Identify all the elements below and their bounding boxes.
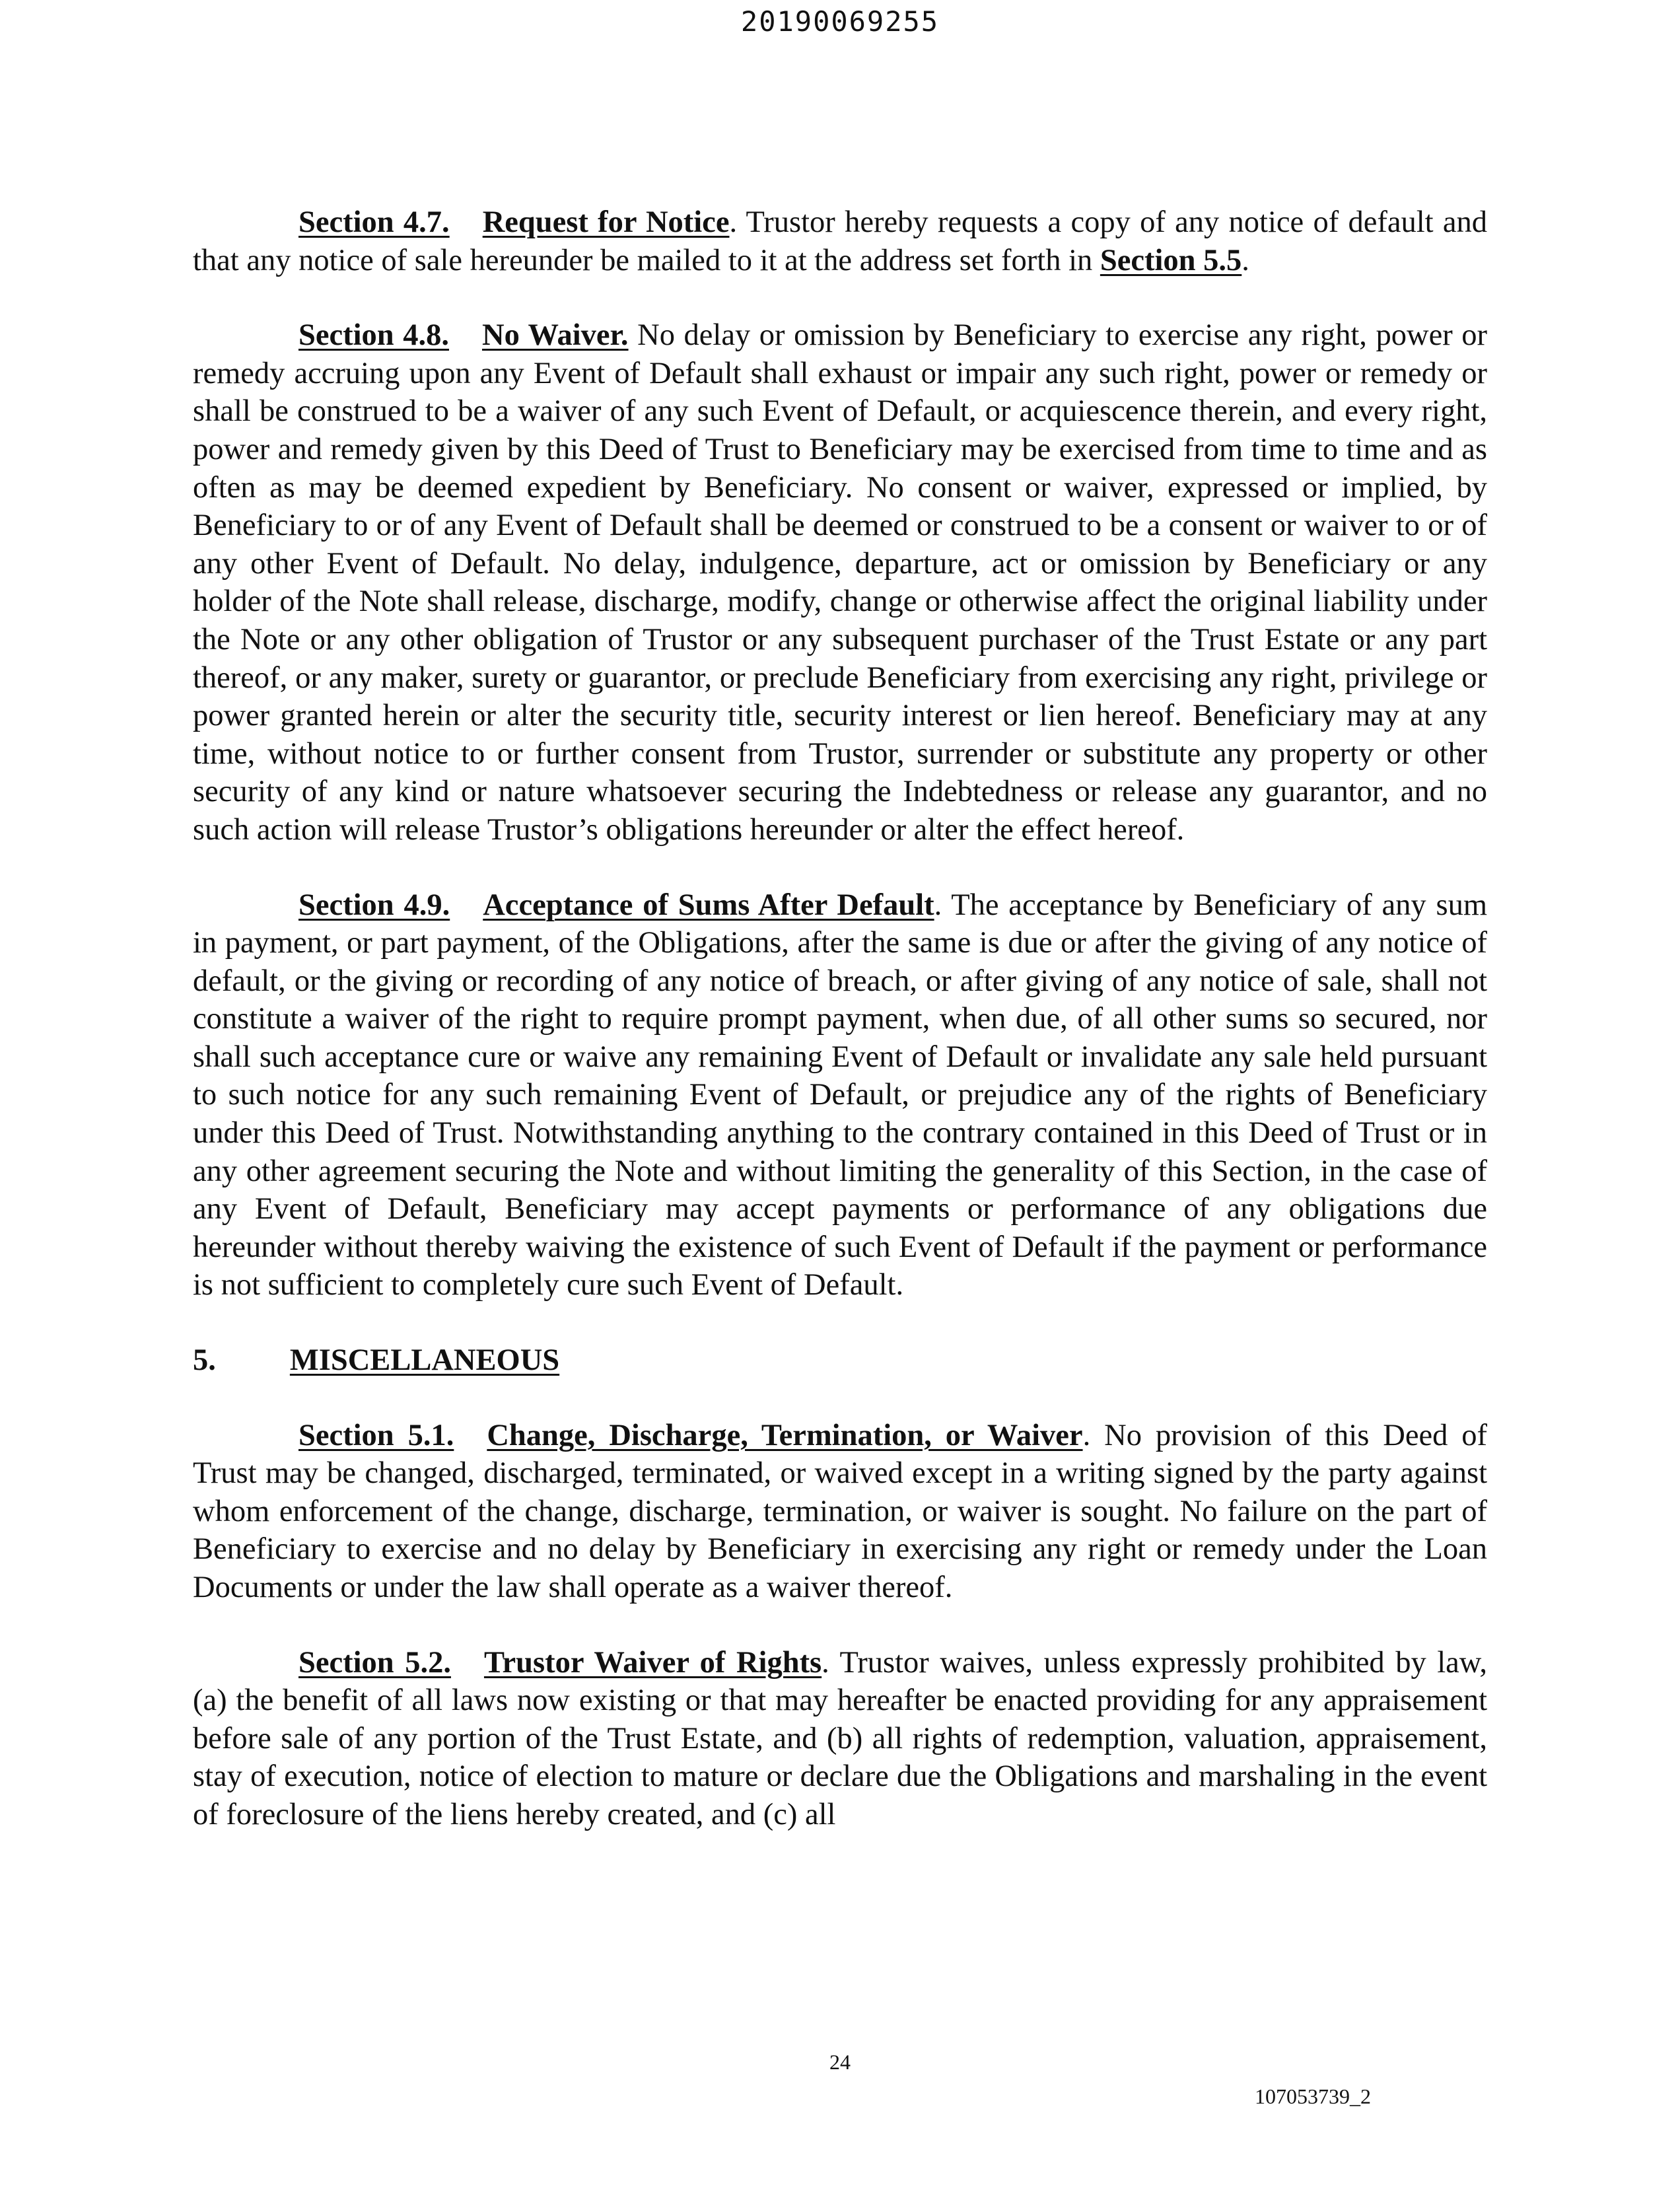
section-body: . No provision of this Deed of Trust may be changed, discharged, terminated, or waived except in a writing signed by the party against whom enforcement of the change, discharge, termination, or waiver is sought. No failure on the part of Beneficiary to exercise and no delay by Beneficiary in exercising any right or remedy under the Loan Documents or under the law shall operate as a waiver thereof. [193,1418,1488,1604]
section-body: . The acceptance by Beneficiary of any sum in payment, or part payment, of the Obligations, after the same is due or after the giving of any notice of default, or the giving or recording of any notice of breach, or after giving of any notice of sale, shall not constitute a waiver of the right to require prompt payment, when due, of all other sums so secured, nor shall such acceptance cure or waive any remaining Event of Default or invalidate any sale held pursuant to such notice for any such remaining Event of Default, or prejudice any of the rights of Beneficiary under this Deed of Trust. Notwithstanding anything to the contrary contained in this Deed of Trust or in any other agreement securing the Note and without limiting the generality of this Section, in the case of any Event of Default, Beneficiary may accept payments or performance of any obligations due hereunder without thereby waiving the existence of such Event of Default if the payment or performance is not sufficient to completely cure such Event of Default. [193,888,1487,1302]
section-5-1 [193,1417,1487,1607]
section-body: . Trustor waives, unless expressly prohibited by law, (a) the benefit of all laws now existing or that may hereafter be enacted providing for any appraisement before sale of any portion of the Trust Estate, and (b) all rights of redemption, valuation, appraisement, stay of execution, notice of election to mature or declare due the Obligations and marshaling in the event of foreclosure of the liens hereby created, and (c) all [193,1645,1487,1831]
section-title: Request for Notice [482,205,730,239]
section-4-8 [193,316,1487,849]
section-title: Trustor Waiver of Rights [483,1645,822,1680]
document-body [193,203,1487,1871]
section-number: Section 5.1. [298,1418,454,1452]
section-title: No Waiver. [481,318,629,353]
section-text-end: . [1242,243,1249,277]
section-number: Section 4.7. [298,205,450,239]
article-5-heading [193,1341,1487,1380]
section-reference: Section 5.5 [1100,243,1242,277]
section-body: No delay or omission by Beneficiary to exercise any right, power or remedy accruing upon any Event of Default shall exhaust or impair any such right, power or remedy or shall be construed to be a waiver of any such Event of Default, or acquiescence therein, and every right, power and remedy given by this Deed of Trust to Beneficiary may be exercised from time to time and as often as may be deemed expedient by Beneficiary. No consent or waiver, expressed or implied, by Beneficiary to or of any Event of Default shall be deemed or construed to be a consent or waiver to or of any other Event of Default. No delay, indulgence, departure, act or omission by Beneficiary or any holder of the Note shall release, discharge, modify, change or otherwise affect the original liability under the Note or any other obligation of Trustor or any subsequent purchaser of the Trust Estate or any part thereof, or any maker, surety or guarantor, or preclude Beneficiary from exercising any right, privilege or power granted herein or alter the security title, security interest or lien hereof. Beneficiary may at any time, without notice to or further consent from Trustor, surrender or substitute any property or other security of any kind or nature whatsoever securing the Indebtedness or release any guarantor, and no such action will release Trustor’s obligations hereunder or alter the effect hereof. [193,318,1488,847]
section-title: Acceptance of Sums After Default [483,888,934,922]
section-4-7 [193,203,1487,279]
article-title: MISCELLANEOUS [289,1343,560,1378]
section-text: . Trustor hereby requests a copy of any notice of default and that any notice of sale hereunder be mailed to it at the address set forth in [193,205,1487,277]
document-id: 107053739_2 [1255,2084,1371,2108]
article-number: 5. [193,1343,216,1378]
section-title: Change, Discharge, Termination, or Waiver [487,1418,1083,1452]
section-5-2 [193,1644,1487,1834]
section-number: Section 4.8. [298,318,449,353]
document-number: 20190069255 [740,5,940,38]
section-number: Section 4.9. [298,888,450,922]
section-number: Section 5.2. [298,1645,451,1680]
page-number: 24 [829,2050,851,2074]
section-4-9 [193,886,1487,1305]
